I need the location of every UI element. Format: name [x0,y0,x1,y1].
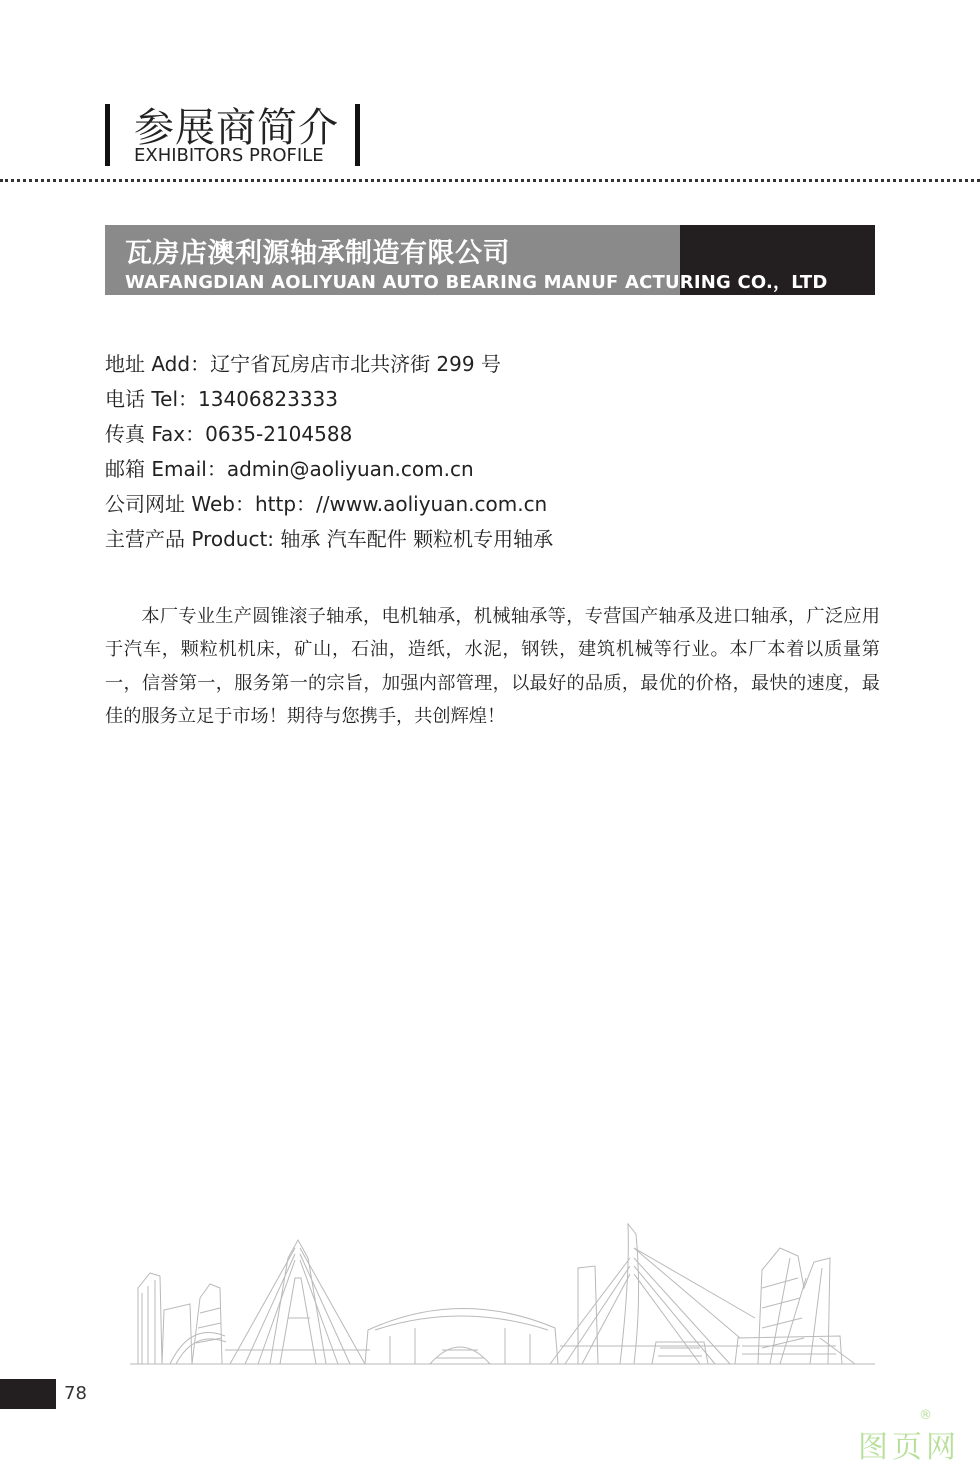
email-line: 邮箱 Email：admin@aoliyuan.com.cn [105,457,474,481]
section-title-en: EXHIBITORS PROFILE [134,145,324,166]
dotted-divider [0,179,980,182]
company-name-en: WAFANGDIAN AOLIYUAN AUTO BEARING MANUF ACTURING CO.，LTD [125,272,828,293]
company-banner [105,225,875,295]
page-number: 78 [64,1383,87,1404]
company-description: 本厂专业生产圆锥滚子轴承，电机轴承，机械轴承等，专营国产轴承及进口轴承，广泛应用于汽车，颗粒机机床，矿山，石油，造纸，水泥，钢铁，建筑机械等行业。本厂本着以质量第一，信誉第一，服务第一的宗旨，加强内部管理，以最好的品质，最优的价格，最快的速度，最佳的服务立足于市场！期待与您携手，共创辉煌！ [105,606,880,727]
tel-line: 电话 Tel：13406823333 [105,387,339,411]
web-line: 公司网址 Web：http：//www.aoliyuan.com.cn [105,492,548,516]
product-line: 主营产品 Product: 轴承 汽车配件 颗粒机专用轴承 [105,527,554,551]
watermark-logo: 图页网 [858,1430,960,1465]
city-skyline-illustration [130,1218,880,1368]
header-left-bar [105,104,110,166]
company-name-cn: 瓦房店澳利源轴承制造有限公司 [125,238,510,269]
page-number-tab [0,1379,56,1409]
contact-info [105,347,885,557]
watermark-registered-mark: ® [919,1408,932,1423]
header-right-bar [355,104,360,166]
fax-line: 传真 Fax：0635-2104588 [105,422,353,446]
section-title-cn: 参展商简介 [134,105,339,151]
address-line: 地址 Add：辽宁省瓦房店市北共济街 299 号 [105,352,501,376]
